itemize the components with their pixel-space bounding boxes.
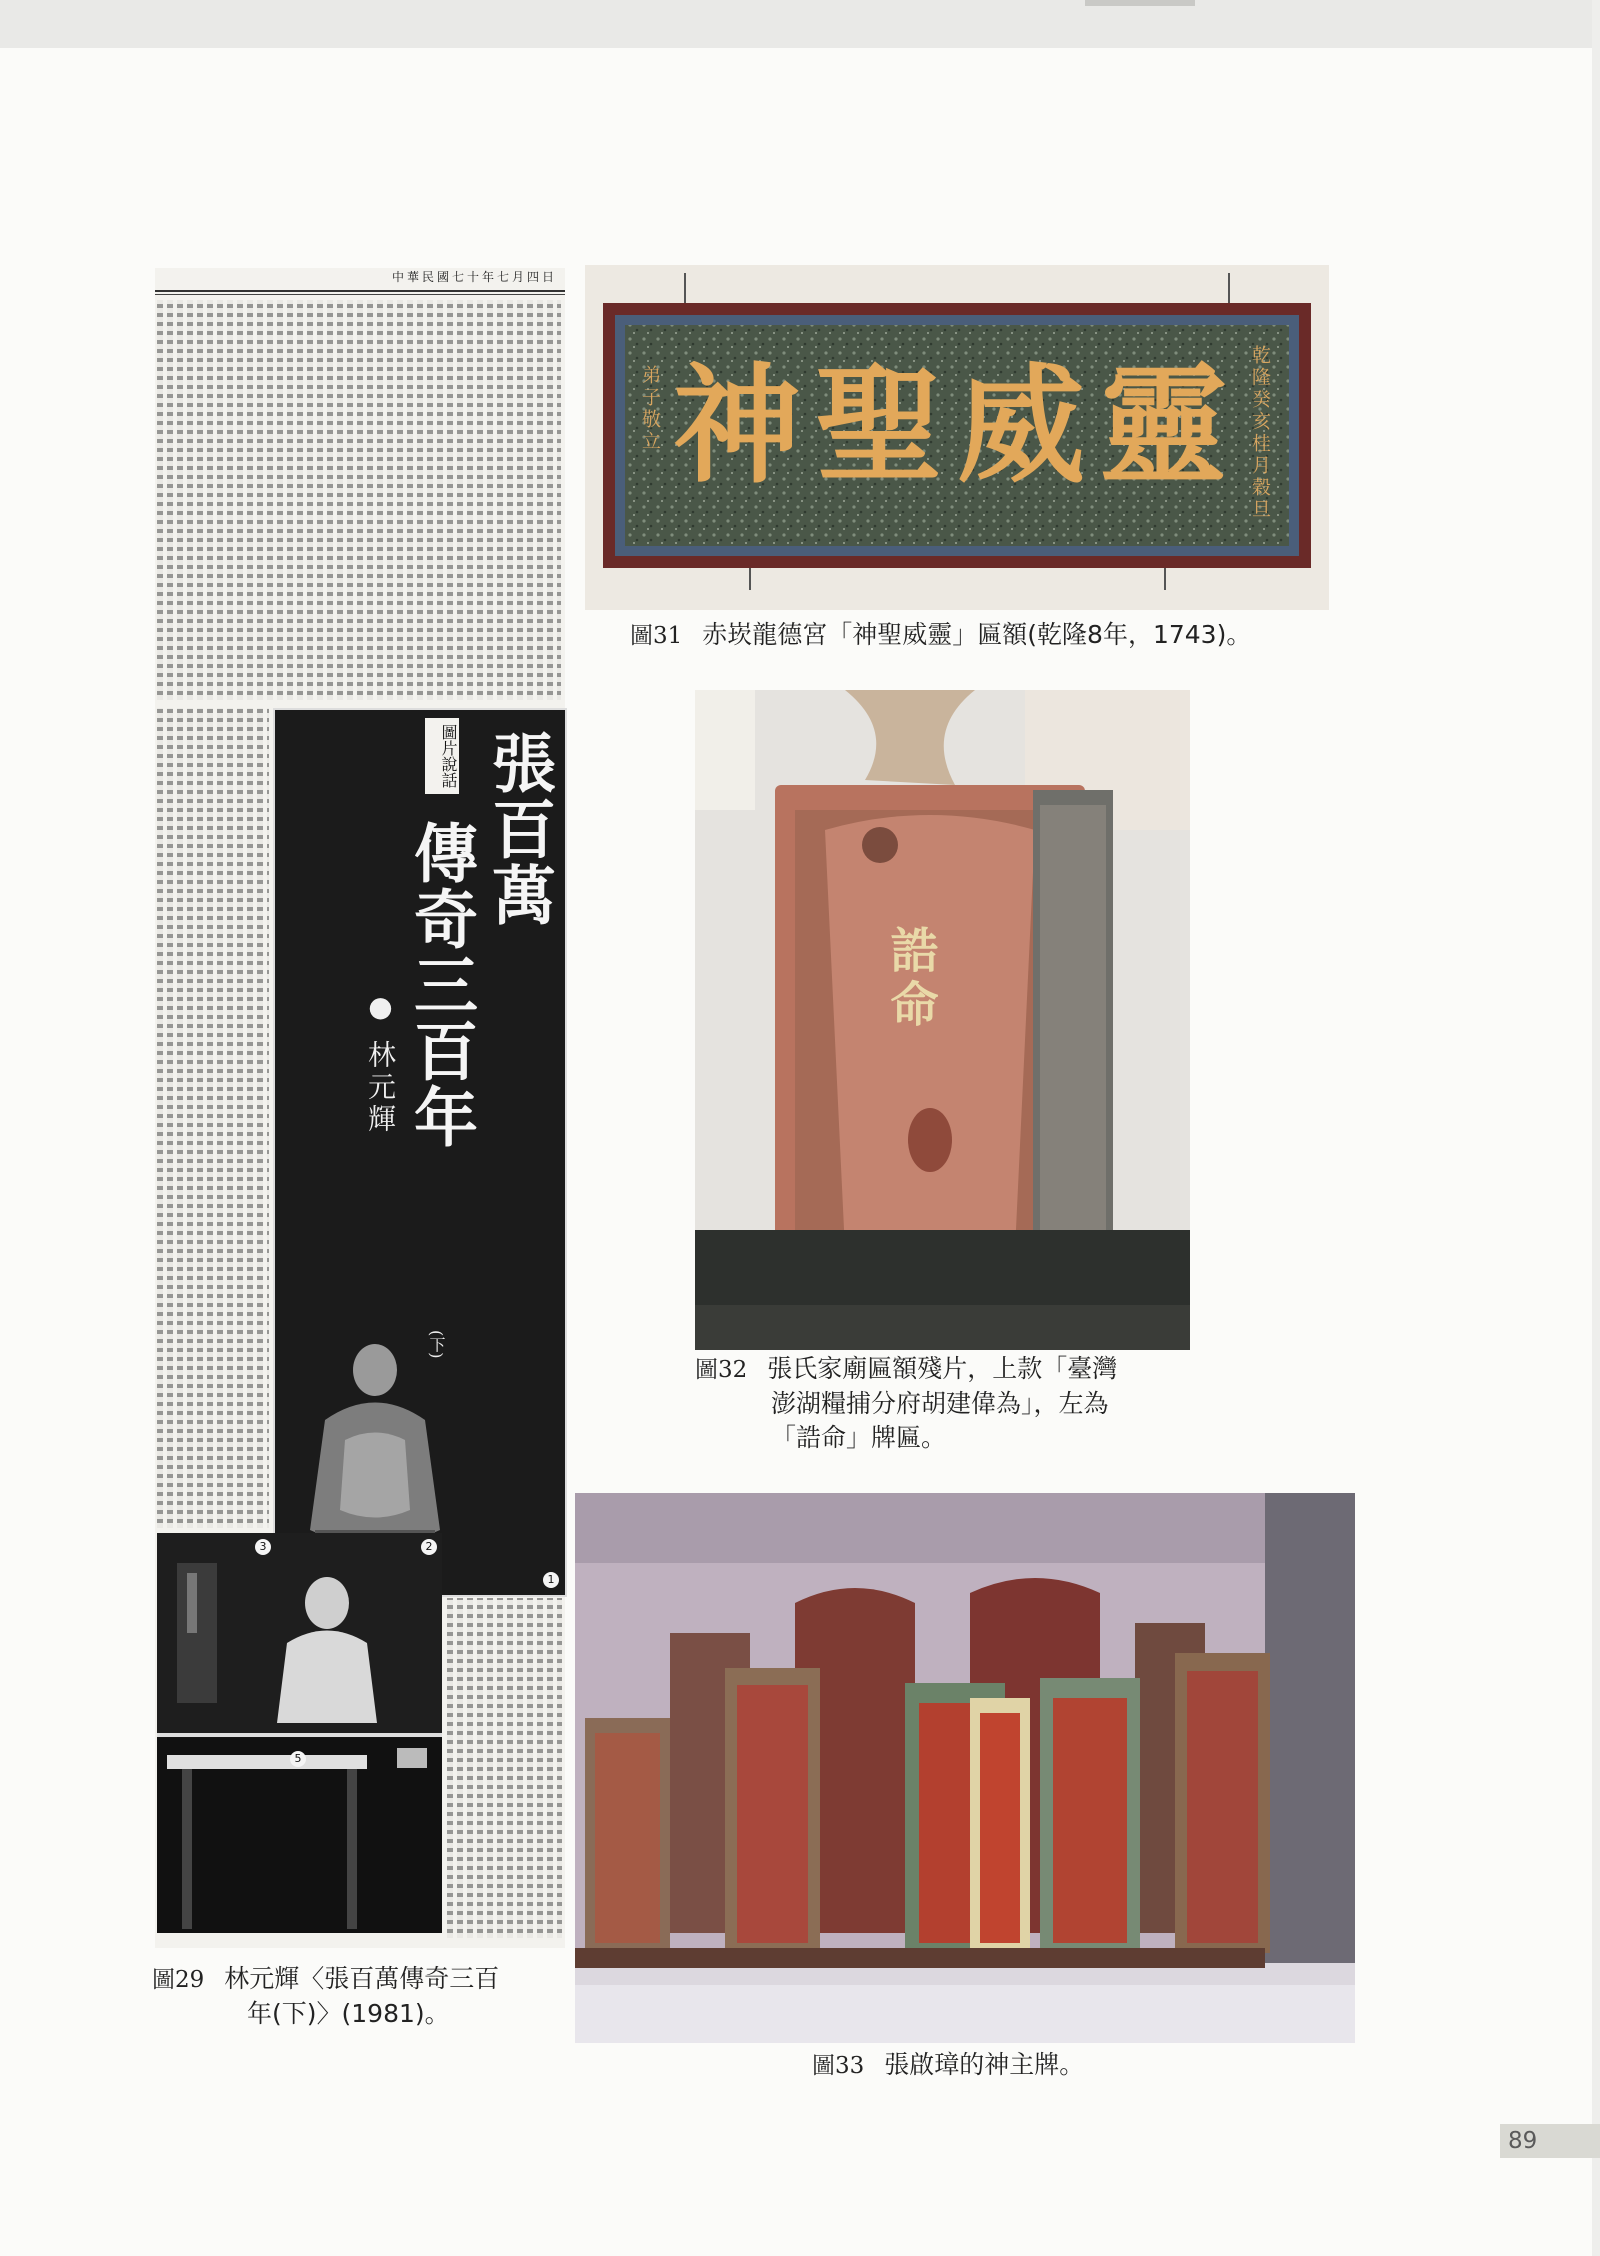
plaque-right-inscription: 乾隆癸亥桂月穀旦 [1249, 345, 1271, 521]
figure-33-photo [575, 1493, 1355, 2043]
newspaper-photos [157, 1533, 442, 1933]
header-rule-thin [155, 294, 565, 295]
figure-number: 圖32 [695, 1357, 748, 1383]
caption-text: 林元輝〈張百萬傳奇三百 [224, 1964, 500, 1993]
caption-text: 赤崁龍德宮「神聖威靈」匾額(乾隆8年，1743)。 [702, 620, 1252, 649]
figure-32-caption [695, 1352, 1195, 1455]
plaque-left-inscription: 弟子敬立 [639, 365, 661, 453]
caption-text: 澎湖糧捕分府胡建偉為」，左為 [771, 1389, 1109, 1418]
figure-31-caption [630, 618, 1370, 653]
article-title-line1: 張百萬 [481, 730, 556, 928]
photo-number: 5 [290, 1751, 306, 1767]
figure-number: 圖29 [152, 1967, 205, 1993]
article-part: (下) [427, 1330, 446, 1359]
article-title-line2: 傳奇三百年 [403, 820, 478, 1150]
tablet-text: 誥命 [882, 925, 938, 1033]
newspaper-date: 中華民國七十年七月四日 [391, 270, 557, 284]
figure-number: 圖33 [812, 2053, 865, 2079]
ancestral-tablets-image [575, 1493, 1355, 2043]
clipping-header [155, 268, 565, 288]
caption-text: 張啟璋的神主牌。 [884, 2050, 1085, 2079]
figure-31-photo [585, 265, 1329, 610]
page-edge [1592, 0, 1600, 2256]
caption-text: 張氏家廟匾額殘片，上款「臺灣 [767, 1354, 1118, 1383]
newspaper-photo-collage [157, 1533, 442, 1933]
top-band [0, 0, 1600, 48]
photo-number: 2 [421, 1539, 437, 1555]
plaque-main-text: 神聖威靈 [672, 351, 1242, 501]
plaque-image [585, 265, 1329, 610]
section-tag: 圖片說話 [425, 718, 459, 794]
article-author: ● 林元輝 [364, 990, 397, 1136]
caption-text: 年(下)〉(1981)。 [247, 1999, 450, 2028]
photo-number: 3 [255, 1539, 271, 1555]
figure-33-caption [812, 2048, 1312, 2083]
top-mark [1085, 0, 1195, 6]
figure-number: 圖31 [630, 623, 683, 649]
tablet-fragment-image [695, 690, 1190, 1350]
newspaper-clipping [155, 268, 565, 1948]
caption-text: 「誥命」牌匾。 [771, 1423, 947, 1452]
header-rule [155, 290, 565, 292]
figure-29-caption [152, 1962, 567, 2031]
page-number: 89 [1500, 2124, 1600, 2158]
photo-number: 1 [543, 1572, 559, 1588]
article-title-block [273, 708, 567, 1597]
figure-32-photo [695, 690, 1190, 1350]
